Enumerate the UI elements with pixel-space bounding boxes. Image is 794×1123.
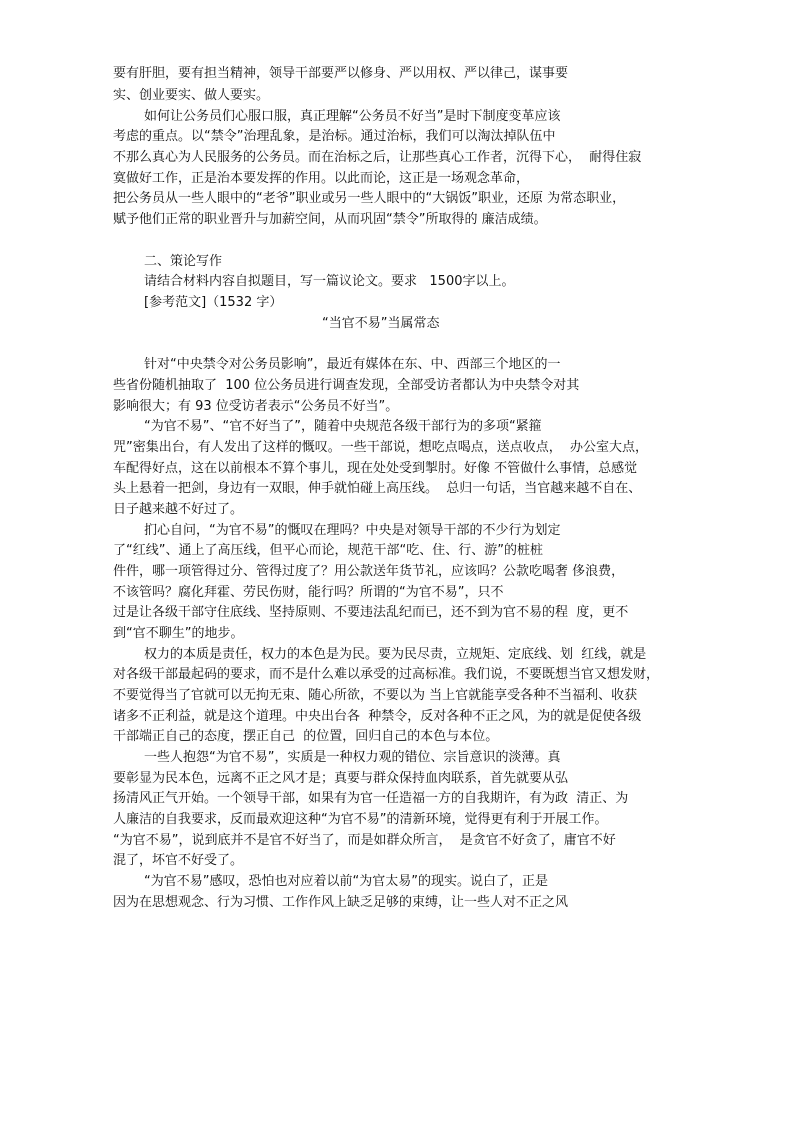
section-heading: 二、策论写作	[144, 254, 223, 269]
essay-line: 要彰显为民本色，远离不正之风才是；真要与群众保持血肉联系，首先就要从弘	[113, 771, 569, 786]
essay-line: 针对“中央禁令对公务员影响”，最近有媒体在东、中、西部三个地区的一	[144, 357, 561, 372]
intro-line: 实、创业要实、做人要实。	[113, 88, 270, 103]
essay-line: 诸多不正利益，就是这个道理。中央出台各 种禁令，反对各种不正之风，为的就是促使各级	[113, 709, 642, 724]
essay-line: 扪心自问，“为官不易”的慨叹在理吗？中央是对领导干部的不少行为划定	[144, 523, 561, 538]
essay-line: 件件，哪一项管得过分、管得过度了？用公款送年货节礼，应该吗？公款吃喝奢 侈浪费，	[113, 564, 625, 579]
intro-line: 赋予他们正常的职业晋升与加薪空间，从而巩固“禁令”所取得的 廉洁成绩。	[113, 212, 547, 227]
essay-line: 因为在思想观念、行为习惯、工作作风上缺乏足够的束缚，让一些人对不正之风	[113, 895, 569, 910]
essay-line: 扬清风正气开始。一个领导干部，如果有为官一任造福一方的自我期许，有为政 清正、为	[113, 791, 629, 806]
essay-line: 不要觉得当了官就可以无拘无束、随心所欲，不要以为 当上官就能享受各种不当福利、收获	[113, 688, 638, 703]
essay-line: 不该管吗？腐化拜霍、劳民伤财，能行吗？所谓的“为官不易”，只不	[113, 585, 504, 600]
essay-line: 人廉洁的自我要求，反而最欢迎这种“为官不易”的清新环境，觉得更有利于开展工作。	[113, 812, 608, 827]
essay-line: “为官不易”，说到底并不是官不好当了，而是如群众所言， 是贪官不好贪了，庸官不好	[113, 833, 616, 848]
essay-line: 车配得好点，这在以前根本不算个事儿，现在处处受到掣肘。好像 不管做什么事情，总感觉	[113, 461, 638, 476]
intro-line: 寞做好工作，正是治本要发挥的作用。以此而论，这正是一场观念革命，	[113, 171, 530, 186]
essay-line: 头上悬着一把剑，身边有一双眼，伸手就怕碰上高压线。 总归一句话，当官越来越不自在、	[113, 481, 642, 496]
intro-line: 把公务员从一些人眼中的“老爷”职业或另一些人眼中的“大锅饭”职业，还原 为常态职业，	[113, 191, 626, 206]
essay-line: 过是让各级干部守住底线、坚持原则、不要违法乱纪而已，还不到为官不易的程 度，更不	[113, 605, 629, 620]
essay-line: “为官不易”、“官不好当了”，随着中央规范各级干部行为的多项“紧箍	[144, 419, 542, 434]
essay-line: 对各级干部最起码的要求，而不是什么难以承受的过高标准。我们说，不要既想当官又想发财，	[113, 667, 660, 682]
reference-label: [参考范文]（1532 字）	[144, 295, 283, 310]
intro-line: 如何让公务员们心服口服，真正理解“公务员不好当”是时下制度变革应该	[144, 109, 561, 124]
intro-line: 要有肝胆，要有担当精神，领导干部要严以修身、严以用权、严以律己，谋事要	[113, 66, 569, 81]
intro-line: 不那么真心为人民服务的公务员。而在治标之后，让那些真心工作者，沉得下心， 耐得住寂	[113, 150, 642, 165]
essay-line: 些省份随机抽取了 100 位公务员进行调查发现，全部受访者都认为中央禁令对其	[113, 378, 580, 393]
essay-line: 咒”密集出台，有人发出了这样的慨叹。一些干部说，想吃点喝点，送点收点， 办公室大点，	[113, 440, 649, 455]
task-text: 请结合材料内容自拟题目，写一篇议论文。要求 1500字以上。	[144, 274, 515, 289]
essay-title: “当官不易”当属常态	[322, 316, 440, 331]
essay-line: 干部端正自己的态度，摆正自己 的位置，回归自己的本色与本位。	[113, 729, 499, 744]
intro-line: 考虑的重点。以“禁令”治理乱象，是治标。通过治标，我们可以淘汰掉队伍中	[113, 129, 556, 144]
essay-line: 一些人抱怨“为官不易”，实质是一种权力观的错位、宗旨意识的淡薄。真	[144, 750, 561, 765]
essay-line: 影响很大；有 93 位受访者表示“公务员不好当”。	[113, 399, 399, 414]
essay-line: 权力的本质是责任，权力的本色是为民。要为民尽责，立规矩、定底线、划 红线，就是	[144, 647, 647, 662]
essay-line: 到“官不聊生”的地步。	[113, 626, 244, 641]
essay-line: 日子越来越不好过了。	[113, 502, 244, 517]
essay-line: 了“红线”、通上了高压线，但平心而论，规范干部“吃、住、行、游”的桩桩	[113, 543, 543, 558]
essay-line: 混了，坏官不好受了。	[113, 853, 244, 868]
essay-line: “为官不易”感叹，恐怕也对应着以前“为官太易”的现实。说白了，正是	[144, 874, 548, 889]
